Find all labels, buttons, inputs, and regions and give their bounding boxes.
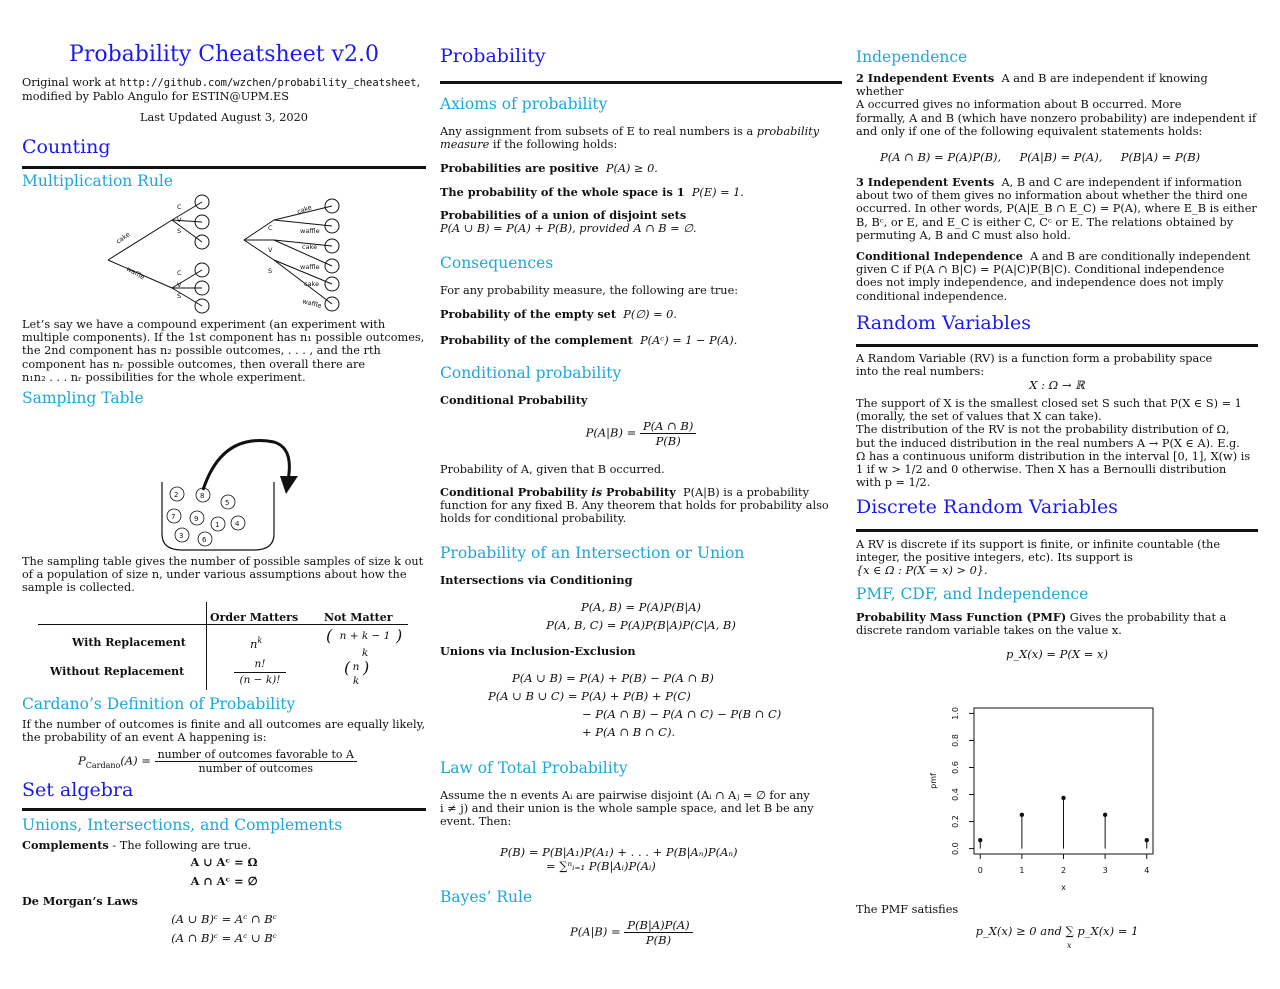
conditional-text: Probability of A, given that B occurred. [440, 463, 665, 476]
sampling-table [38, 602, 426, 692]
rule-counting [22, 166, 426, 169]
last-updated: Last Updated August 3, 2020 [140, 111, 308, 124]
cond-den: P(B) [655, 434, 681, 448]
y-tick-label: 0.2 [951, 815, 960, 828]
cond-ind-line-2: given C if P(A ∩ B|C) = P(A|C)P(B|C). Conditional independence [856, 263, 1225, 277]
table-binom1 [334, 628, 396, 662]
urn-balls [167, 487, 245, 546]
pmf-condition: p_X(x) ≥ 0 and ∑ p_X(x) = 1 [975, 924, 1139, 938]
cond-is-t3: holds for conditional probability. [440, 512, 627, 526]
heading-axioms: Axioms of probability [440, 95, 608, 113]
x-axis-label: x [1061, 883, 1066, 892]
rule-discrete-rv [856, 529, 1258, 532]
conditional-label: Conditional Probability [440, 393, 588, 407]
ind3-line-5: permuting A, B and C must also hold. [856, 228, 1071, 242]
complements-text: - The following are true. [108, 839, 252, 852]
de-morgan-eq-1: (A ∪ B)ᶜ = Aᶜ ∩ Bᶜ [171, 912, 277, 926]
table-binom2-paren: ( [344, 658, 351, 677]
heading-conditional: Conditional probability [440, 364, 622, 382]
y-tick-label: 0.6 [951, 761, 960, 774]
tree-label-waffle2: waffle [300, 227, 320, 235]
cardano-den: number of outcomes [198, 762, 314, 775]
union-eq-2: P(A ∪ B ∪ C) = P(A) + P(B) + P(C) [488, 689, 691, 703]
rv-text [856, 352, 1258, 378]
drv-line-2: integer, the positive integers, etc). Its support is [856, 551, 1133, 565]
consequence-2-label: Probability of the complement [440, 333, 633, 347]
cond-fraction [640, 419, 696, 448]
axiom-2-eq: P(E) = 1. [691, 186, 744, 199]
intersection-eq-1: P(A, B) = P(A)P(B|A) [580, 600, 702, 614]
total-eq-2: = ∑ⁿᵢ₌₁ P(B|Aᵢ)P(Aᵢ) [546, 859, 656, 873]
heading-pmf: PMF, CDF, and Independence [856, 585, 1089, 603]
credit-url[interactable]: http://github.com/wzchen/probability_cheatsheet [119, 77, 417, 89]
rule-probability [440, 81, 842, 84]
pmf-t2: discrete random variable takes on the value x. [856, 624, 1122, 638]
total-eq-1: P(B) = P(B|A₁)P(A₁) + . . . + P(B|Aₙ)P(Aₙ) [500, 845, 738, 859]
table-cell-perm [234, 657, 286, 688]
consequence-1-eq: P(∅) = 0. [623, 308, 677, 321]
perm-num: n! [234, 657, 286, 673]
sampling-line-3: sample is collected. [22, 581, 135, 595]
heading-random-variables: Random Variables [856, 312, 1031, 334]
axiom-1 [440, 162, 842, 175]
de-morgan-eq-2: (A ∩ B)ᶜ = Aᶜ ∪ Bᶜ [171, 931, 277, 945]
tree-label-s3: S [268, 267, 273, 275]
pmf-label: Probability Mass Function (PMF) [856, 610, 1067, 624]
axiom-3-label: Probabilities of a union of disjoint sets [440, 208, 687, 222]
total-probability-text [440, 789, 842, 829]
mult-line-4: component has nᵣ possible outcomes, then overall there are [22, 357, 366, 371]
heading-set-algebra: Set algebra [22, 779, 134, 801]
sampling-line-1: The sampling table gives the number of possible samples of size k out [22, 555, 424, 568]
axioms-text [440, 125, 842, 151]
cond-lhs: P(A|B) = [585, 425, 637, 440]
rv2-line-1: The support of X is the smallest closed set S such that P(X ∈ S) = 1 [856, 397, 1242, 410]
heading-bayes: Bayes’ Rule [440, 888, 533, 906]
cardano-sub: Cardano [85, 760, 121, 770]
pmf-eq: p_X(x) = P(X = x) [1005, 647, 1109, 661]
consequence-1 [440, 308, 842, 321]
total-line-2: i ≠ j) and their union is the whole sample space, and let B be any [440, 802, 814, 816]
tree-label-v3: V [268, 246, 273, 254]
axioms-t4: if the following holds: [489, 138, 618, 152]
consequence-2-eq: P(Aᶜ) = 1 − P(A). [640, 334, 738, 347]
ball-1: 1 [215, 521, 220, 529]
complement-eq-2: A ∩ Aᶜ = ∅ [190, 874, 258, 888]
bayes-lhs: P(A|B) = [570, 924, 621, 939]
pmf-chart [856, 696, 1258, 896]
bayes-fraction [624, 918, 692, 947]
tree-label-waffle3: waffle [300, 263, 320, 271]
cond-ind-line-3: does not imply independence, and independence does not imply [856, 276, 1224, 290]
binom2-top: n [352, 661, 360, 673]
pmf-point [1103, 813, 1107, 817]
complement-eq-1: A ∪ Aᶜ = Ω [190, 855, 258, 869]
heading-counting: Counting [22, 136, 111, 158]
pmf-point [1020, 813, 1024, 817]
table-cell-nk [250, 636, 262, 651]
table-binom1-paren-close: ) [396, 626, 403, 645]
cardano-arg: (A) = [120, 753, 151, 768]
table-row-without: Without Replacement [50, 665, 185, 678]
table-binom2 [350, 660, 362, 688]
pmf-point [1061, 796, 1065, 800]
cardano-p: P [78, 753, 86, 768]
axioms-t3: measure [440, 138, 490, 152]
x-tick-label: 0 [977, 866, 983, 875]
axiom-3-eq: P(A ∪ B) = P(A) + P(B), provided A ∩ B = ∅. [440, 222, 697, 236]
ball-4: 4 [235, 520, 240, 528]
tree-label-cake4: cake [304, 280, 320, 288]
intersection-eq-2: P(A, B, C) = P(A)P(B|A)P(C|A, B) [546, 618, 736, 632]
tree-label-cake3: cake [302, 243, 318, 251]
table-binom2-paren-close: ) [363, 658, 370, 677]
independence-2-text [856, 72, 1258, 138]
mult-line-1: Let’s say we have a compound experiment (an experiment with [22, 318, 386, 331]
pmf-text [856, 611, 1258, 637]
rule-random-variables [856, 344, 1258, 347]
heading-probability: Probability [440, 45, 546, 67]
y-axis-label: pmf [929, 773, 938, 789]
tree-label-c3: C [268, 224, 273, 232]
tree-label-c1: C [177, 203, 182, 211]
pmf-point [1145, 838, 1149, 842]
heading-sampling-table: Sampling Table [22, 389, 144, 407]
pmf-sum-sub: x [1067, 941, 1072, 950]
union-eq-3: − P(A ∩ B) − P(A ∩ C) − P(B ∩ C) [582, 707, 782, 721]
tree-label-cake2: cake [295, 203, 313, 216]
heading-cardano: Cardano’s Definition of Probability [22, 695, 296, 713]
ind3-line-1: A, B and C are independent if information [1001, 176, 1242, 189]
union-label: Unions via Inclusion-Exclusion [440, 644, 636, 658]
rv-eq: X : Ω → ℝ [1029, 378, 1085, 392]
table-row-with: With Replacement [72, 636, 186, 649]
pmf-t1: Gives the probability that a [1066, 611, 1227, 624]
tree-label-c2: C [177, 269, 182, 277]
ball-2: 2 [174, 491, 179, 499]
bayes-formula [570, 918, 842, 947]
cond-is-l3: Probability [602, 485, 676, 499]
independence-3-text [856, 176, 1258, 242]
y-tick-label: 0.4 [951, 788, 960, 801]
cond-is-t1: P(A|B) is a probability [682, 486, 809, 499]
ind2-line-3: formally, A and B (which have nonzero probability) are independent if [856, 111, 1257, 125]
table-header-not: Not Matter [324, 611, 393, 624]
tree-label-v2: V [177, 281, 182, 289]
rv2-line-3: The distribution of the RV is not the probability distribution of Ω, [856, 423, 1230, 437]
urn-diagram [22, 436, 426, 552]
heading-total-probability: Law of Total Probability [440, 759, 628, 777]
consequences-text: For any probability measure, the following are true: [440, 284, 739, 297]
cardano-line-2: the probability of an event A happening is: [22, 731, 267, 745]
table-header-order: Order Matters [210, 611, 299, 624]
heading-independence: Independence [856, 48, 968, 66]
total-line-3: event. Then: [440, 815, 512, 829]
cond-ind-line-1: A and B are conditionally independent [1030, 250, 1251, 263]
rv-text-2 [856, 397, 1258, 489]
ball-9: 9 [194, 515, 199, 523]
ind3-label: 3 Independent Events [856, 175, 995, 189]
union-eq-1: P(A ∪ B) = P(A) + P(B) − P(A ∩ B) [512, 671, 714, 685]
pmf-point [978, 838, 982, 842]
rv2-line-7: with p = 1/2. [856, 476, 931, 490]
ind2-line-4: and only if one of the following equivalent statements holds: [856, 124, 1203, 138]
page-title: Probability Cheatsheet v2.0 [69, 42, 379, 67]
cond-is-l2: is [591, 485, 603, 499]
heading-unions: Unions, Intersections, and Complements [22, 816, 343, 834]
column-3 [856, 0, 1258, 989]
cond-num: P(A ∩ B) [640, 419, 696, 434]
multiplication-text [22, 318, 426, 384]
cardano-line-1: If the number of outcomes is finite and all outcomes are equally likely, [22, 718, 426, 731]
sampling-text [22, 555, 426, 595]
cond-is-t2: function for any fixed B. Any theorem that holds for probability also [440, 499, 829, 513]
axiom-3 [440, 209, 842, 235]
credit-suffix: , [416, 76, 421, 89]
bayes-den: P(B) [645, 933, 672, 947]
ind2-label: 2 Independent Events [856, 71, 995, 85]
mult-line-3: the 2nd component has n₂ possible outcomes, . . . , and the rth [22, 344, 381, 358]
ball-5: 5 [225, 499, 230, 507]
drv-line-1: A RV is discrete if its support is finite, or infinite countable (the [856, 538, 1221, 551]
axiom-2-label: The probability of the whole space is 1 [440, 185, 685, 199]
ind2-line-1: A and B are independent if knowing whether [856, 72, 1208, 99]
ind2-line-2: A occurred gives no information about B occurred. More [856, 98, 1182, 112]
rule-set-algebra [22, 808, 426, 811]
rv2-line-2: (morally, the set of values that X can take). [856, 410, 1102, 424]
x-tick-label: 2 [1060, 866, 1067, 875]
nk-exp: k [257, 636, 263, 645]
axiom-2 [440, 186, 842, 199]
drv-text [856, 538, 1258, 578]
credit-prefix: Original work at [22, 76, 120, 89]
cardano-text [22, 718, 426, 744]
conditional-independence-text [856, 250, 1258, 303]
tree-diagram [22, 192, 426, 318]
x-tick-label: 1 [1019, 866, 1025, 875]
tree-label-s2: S [177, 292, 182, 300]
ind3-line-3: occurred. In other words, P(A|E_B ∩ E_C) = P(A), where E_B is either [856, 202, 1257, 216]
ball-6: 6 [202, 536, 207, 544]
rv2-line-6: 1 if w > 1/2 and 0 otherwise. Then X has a Bernoulli distribution [856, 463, 1227, 477]
mult-line-5: n₁n₂ . . . nᵣ possibilities for the whole experiment. [22, 370, 306, 384]
cond-is-l1: Conditional Probability [440, 485, 592, 499]
y-tick-label: 0.0 [951, 842, 960, 855]
heading-discrete-rv: Discrete Random Variables [856, 496, 1118, 518]
ball-8: 8 [200, 492, 205, 500]
axioms-t1: Any assignment from subsets of E to real numbers is a [440, 125, 757, 138]
binom2-bot: k [352, 675, 360, 687]
x-tick-label: 3 [1102, 866, 1108, 875]
cond-ind-label: Conditional Independence [856, 249, 1023, 263]
rv2-line-4: but the induced distribution in the real numbers A → P(X ∈ A). E.g. [856, 436, 1240, 450]
table-binom1-paren: ( [326, 626, 333, 645]
credit-line2: modified by Pablo Angulo for ESTIN@UPM.ES [22, 90, 290, 104]
tree-label-s1: S [177, 227, 182, 235]
independence-2-eq: P(A ∩ B) = P(A)P(B), P(A|B) = P(A), P(B|A) = P(B) [880, 150, 1201, 164]
heading-multiplication-rule: Multiplication Rule [22, 172, 173, 190]
conditional-is-probability [440, 486, 842, 526]
cardano-fraction [155, 748, 357, 775]
pmf-satisfies: The PMF satisfies [856, 903, 959, 916]
consequence-2 [440, 334, 842, 347]
ball-3: 3 [179, 532, 184, 540]
tree-label-waffle: waffle [125, 264, 146, 282]
x-tick-label: 4 [1144, 866, 1150, 875]
y-tick-label: 1.0 [951, 707, 960, 720]
binom1-bot: k [361, 647, 369, 659]
heading-consequences: Consequences [440, 254, 554, 272]
complements-label: Complements [22, 838, 109, 852]
column-2 [440, 0, 842, 989]
rv-line-2: into the real numbers: [856, 365, 985, 379]
perm-den: (n − k)! [239, 674, 281, 686]
sampling-line-2: of a population of size n, under various assumptions about how the [22, 568, 407, 582]
y-tick-label: 0.8 [951, 734, 960, 747]
complements-line [22, 839, 426, 852]
binom1-top: n + k − 1 [339, 630, 391, 642]
rv2-line-5: Ω has a continuous uniform distribution in the interval [0, 1], X(w) is [856, 449, 1251, 463]
cond-ind-line-4: conditional independence. [856, 289, 1008, 303]
axioms-t2: probability [756, 125, 820, 138]
consequence-1-label: Probability of the empty set [440, 307, 617, 321]
axiom-1-label: Probabilities are positive [440, 161, 599, 175]
cardano-num: number of outcomes favorable to A [155, 748, 357, 762]
ball-7: 7 [171, 513, 176, 521]
mult-line-2: multiple components). If the 1st component has n₁ possible outcomes, [22, 331, 425, 345]
tree-label-v1: V [177, 216, 182, 224]
cardano-formula [78, 748, 426, 775]
nk-base: n [250, 636, 258, 651]
conditional-formula [440, 419, 842, 448]
heading-intersection: Probability of an Intersection or Union [440, 544, 745, 562]
drv-line-3: {x ∈ Ω : P(X = x) > 0}. [856, 564, 988, 578]
ind3-line-4: B, Bᶜ, or E, and E_C is either C, Cᶜ or E. The relations obtained by [856, 215, 1234, 229]
ind3-line-2: about two of them gives no information about whether the third one [856, 189, 1248, 203]
tree-label-waffle4: waffle [301, 297, 323, 311]
union-eq-4: + P(A ∩ B ∩ C). [582, 725, 676, 739]
rv-line-1: A Random Variable (RV) is a function form a probability space [856, 352, 1213, 365]
column-1 [22, 0, 426, 989]
credit [22, 76, 426, 103]
bayes-num: P(B|A)P(A) [624, 918, 692, 933]
tree-label-cake: cake [114, 230, 132, 246]
intersection-label: Intersections via Conditioning [440, 573, 633, 587]
de-morgan-label: De Morgan’s Laws [22, 894, 138, 908]
axiom-1-eq: P(A) ≥ 0. [605, 162, 658, 175]
total-line-1: Assume the n events Aᵢ are pairwise disjoint (Aᵢ ∩ Aⱼ = ∅ for any [440, 789, 810, 802]
